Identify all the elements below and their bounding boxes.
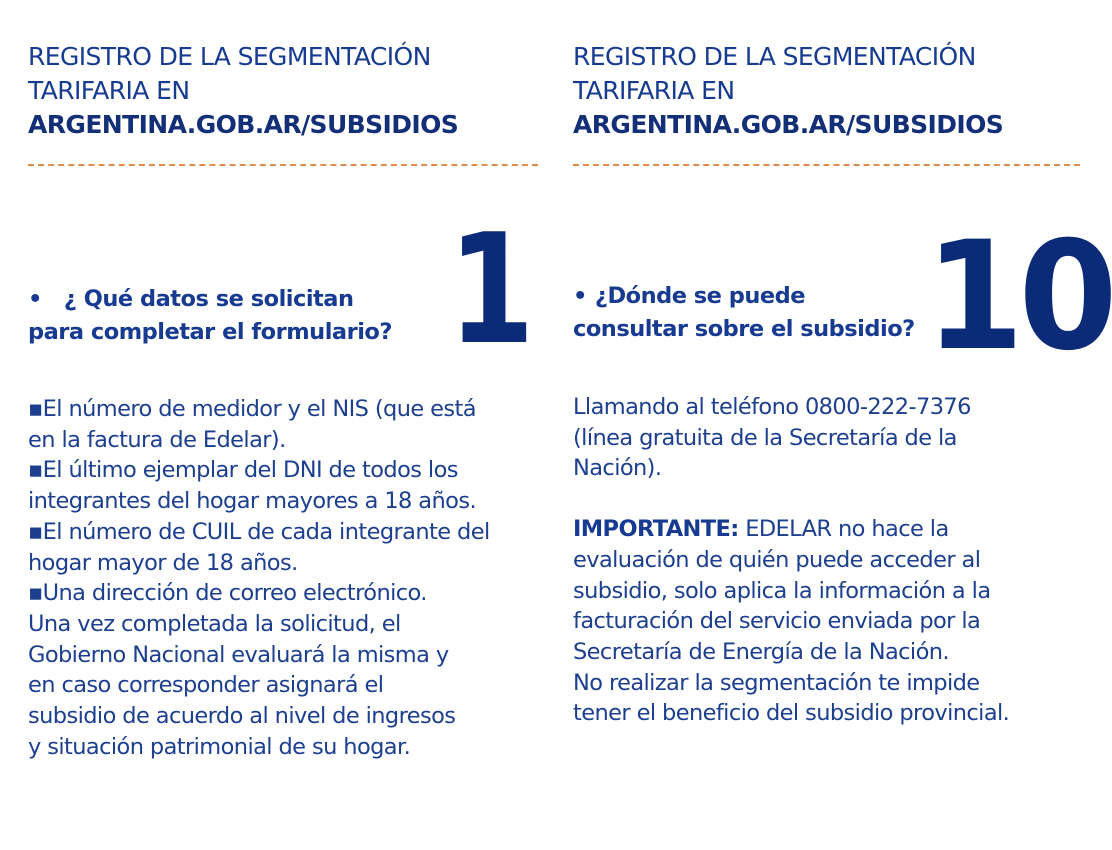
bullet-icon: • — [573, 283, 587, 309]
question-heading — [573, 280, 915, 346]
important-text: EDELAR no hace la — [738, 516, 949, 543]
answer-line: Gobierno Nacional evaluará la misma y — [28, 641, 449, 668]
answer-line: tener el beneficio del subsidio provincial. — [573, 700, 1010, 727]
important-label: IMPORTANTE: — [573, 516, 739, 543]
answer-line: en caso corresponder asignará el — [28, 672, 384, 699]
header-line-2: TARIFARIA EN — [573, 76, 735, 105]
question-line-1 — [573, 280, 915, 313]
header-line-1: REGISTRO DE LA SEGMENTACIÓN — [28, 42, 431, 71]
question-number: 1 — [448, 201, 535, 378]
answer-line: Una vez completada la solicitud, el — [28, 610, 401, 637]
answer-line: (línea gratuita de la Secretaría de la — [573, 424, 957, 451]
answer-line: evaluación de quién puede acceder al — [573, 546, 981, 573]
answer-line: ▪Una dirección de correo electrónico. — [28, 580, 427, 607]
answer-line: Llamando al teléfono 0800-222-7376 — [573, 394, 971, 420]
answer-line: ▪El número de CUIL de cada integrante del — [28, 518, 490, 545]
answer-line: y situación patrimonial de su hogar. — [28, 733, 411, 760]
answer-line: hogar mayor de 18 años. — [28, 549, 298, 576]
header-line-2: TARIFARIA EN — [28, 76, 190, 105]
header-url: ARGENTINA.GOB.AR/SUBSIDIOS — [28, 110, 459, 139]
answer-line: ▪El último ejemplar del DNI de todos los — [28, 457, 458, 484]
panel-question-1 — [28, 0, 548, 850]
answer-line: facturación del servicio enviada por la — [573, 608, 981, 635]
question-text-1: ¿Dónde se puede — [594, 283, 806, 309]
header-line-1: REGISTRO DE LA SEGMENTACIÓN — [573, 42, 976, 71]
question-line-1 — [28, 283, 392, 316]
panel-question-10 — [573, 0, 1112, 850]
header-url: ARGENTINA.GOB.AR/SUBSIDIOS — [573, 110, 1004, 139]
question-number: 10 — [925, 210, 1112, 384]
question-line-2: consultar sobre el subsidio? — [573, 316, 915, 342]
question-line-2: para completar el formulario? — [28, 319, 392, 345]
question-heading — [28, 283, 392, 349]
answer-body — [573, 392, 1080, 729]
important-line — [573, 514, 1080, 545]
question-text-1: ¿ Qué datos se solicitan — [63, 286, 354, 312]
dashed-divider — [573, 164, 1080, 166]
paragraph-gap — [573, 484, 1080, 514]
answer-line: en la factura de Edelar). — [28, 426, 286, 453]
header — [573, 40, 1080, 142]
answer-line: integrantes del hogar mayores a 18 años. — [28, 488, 476, 515]
answer-line: No realizar la segmentación te impide — [573, 669, 980, 696]
answer-line: subsidio, solo aplica la información a la — [573, 577, 991, 604]
header — [28, 40, 548, 142]
answer-line: Secretaría de Energía de la Nación. — [573, 638, 949, 665]
answer-line: Nación). — [573, 455, 662, 482]
dashed-divider — [28, 164, 538, 166]
answer-body — [28, 394, 548, 762]
answer-line: subsidio de acuerdo al nivel de ingresos — [28, 703, 456, 730]
bullet-icon: • — [28, 286, 42, 312]
answer-line: ▪El número de medidor y el NIS (que está — [28, 396, 476, 422]
